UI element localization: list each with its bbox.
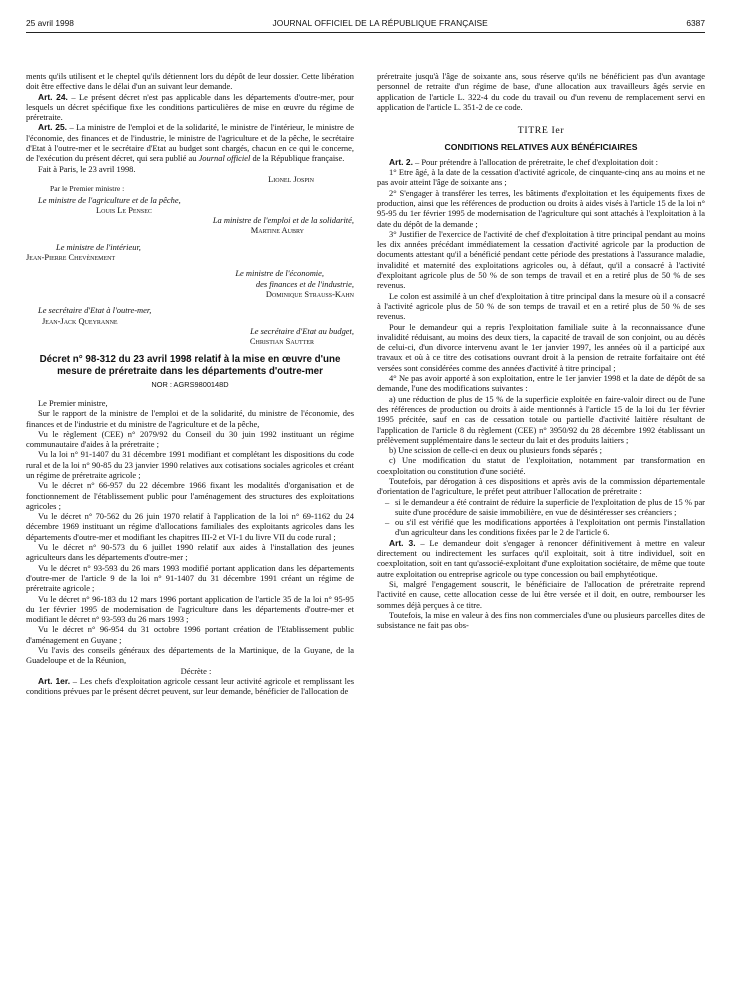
paragraph: préretraite jusqu'à l'âge de soixante ans, sous réserve qu'ils ne bénéficient pas d'un avantage personnel de retraite d'un régime de base, d'une allocation aux travailleurs âgés servie en application de l'article L. 322-4 du code du travail ou d'un revenu de remplacement servi en application de l'article L. 351-2 de ce code. <box>377 71 705 112</box>
header-page-number: 6387 <box>686 18 705 28</box>
condition-1: 1° Etre âgé, à la date de la cessation d'activité agricole, de cinquante-cinq ans au moins et ne pas avoir atteint l'âge de soixante ans ; <box>377 167 705 188</box>
title-ministre-economie-2: des finances et de l'industrie, <box>255 278 354 289</box>
title-ministre-economie-1: Le ministre de l'économie, <box>235 268 324 279</box>
visa: Vu le décret n° 66-957 du 22 décembre 1966 fixant les modalités d'organisation et de fonctionnement de l'établissement public pour l'aménagement des structures des exploitations agricoles ; <box>26 480 354 511</box>
condition-3: 3° Justifier de l'exercice de l'activité de chef d'exploitation à titre principal pendant au moins les dix années précédant immédiatement la cessation d'activité agricole par la production de documents attestant qu'il a bénéficié pendant cette période des prestations à l'assurance maladie, invalidité et maternité des exploitations agricoles ou, à défaut, qu'il a consacré à l'activité d'exploitant agricole plus de 50 % de son temps de travail et en a retiré plus de 50 % de ses revenus. <box>377 228 705 291</box>
visa: Vu le décret n° 90-573 du 6 juillet 1990 relatif aux aides à l'installation des jeunes agriculteurs dans les départements d'outre-mer ; <box>26 542 354 563</box>
article-1 <box>26 676 354 697</box>
article-24 <box>26 92 354 123</box>
article-text: – Le présent décret n'est pas applicable dans les départements d'outre-mer, pour lesquels un décret spécifique fixe les conditions particulières de mise en œuvre du régime de préretraite. <box>26 91 354 123</box>
header-date: 25 avril 1998 <box>26 18 74 28</box>
page-header <box>26 18 705 28</box>
visa: Vu le décret n° 96-183 du 12 mars 1996 portant application de l'article 35 de la loi n° 95-95 du 1er février 1995 de modernisation de l'agriculture dans les départements d'outre-mer et modifiant le décret n° 93-593 du 26 mars 1993 ; <box>26 593 354 625</box>
paragraph: Toutefois, la mise en valeur à des fins non commerciales d'une ou plusieurs parcelles dites de subsistance ne fait pas obs- <box>377 609 705 631</box>
article-text: – La ministre de l'emploi et de la solidarité, le ministre de l'intérieur, le ministre de l'économie, des finances et de l'industrie, le ministre de l'agriculture et de la pêche, le secrétaire d'Etat à l'outre-mer et le secrétaire d'Etat au budget sont chargés, chacun en ce qui le concerne, de l'exécution du présent décret, qui sera publié au <box>26 122 354 164</box>
name-ministre-agriculture: Louis Le Pensec <box>96 204 152 215</box>
title-secretaire-budget: Le secrétaire d'Etat au budget, <box>250 325 354 336</box>
left-column <box>26 71 354 697</box>
condition-b: b) Une scission de celle-ci en deux ou plusieurs fonds séparés ; <box>389 445 602 456</box>
visa: Vu l'avis des conseils généraux des départements de la Martinique, de la Guyane, de la Guadeloupe et de la Réunion, <box>26 645 354 666</box>
paragraph: Si, malgré l'engagement souscrit, le bénéficiaire de l'allocation de préretraite reprend l'activité en cause, cette allocation cesse de lui être versée et il doit, en outre, rembourser les sommes déjà perçues à ce titre. <box>377 578 705 610</box>
visa: Sur le rapport de la ministre de l'emploi et de la solidarité, du ministre de l'économie, des finances et de l'industrie et du ministre de l'agriculture et de la pêche, <box>26 408 354 429</box>
fait-a-paris: Fait à Paris, le 23 avril 1998. <box>38 163 136 174</box>
right-column <box>377 71 705 697</box>
decret-title: Décret n° 98-312 du 23 avril 1998 relatif à la mise en œuvre d'une mesure de préretraite dans les départements d'outre-mer <box>39 354 341 378</box>
title-ministre-emploi: La ministre de l'emploi et de la solidarité, <box>212 215 354 226</box>
article-label: Art. 25. <box>38 122 67 133</box>
condition-a: a) une réduction de plus de 15 % de la superficie exploitée en faire-valoir direct ou de l'une des références de production ou droits à aide mentionnés à l'article 15 de la loi du 1er février 1995 précitée, sauf en cas de cessation totale ou partielle d'activité laitière résultant de l'application de l'article 8 du règlement (CEE) n° 3950/92 du 28 décembre 1992 établissant un prélèvement supplémentaire dans le secteur du lait et des produits laitiers ; <box>377 393 705 445</box>
visa: Vu la loi n° 91-1407 du 31 décembre 1991 modifiant et complétant les dispositions du code rural et de la loi n° 90-85 du 23 janvier 1990 relatives aux cotisations sociales agricoles et créant un régime de préretraite agricole ; <box>26 449 354 480</box>
visa: Vu le décret n° 96-954 du 31 octobre 1996 portant création de l'Etablissement public d'aménagement en Guyane ; <box>26 624 354 645</box>
list-item: – ou s'il est vérifié que les modifications apportées à l'exploitation ont permis l'installation d'un agriculteur dans les conditions fixées par le 2 de l'article 6. <box>377 517 705 538</box>
header-journal-title: JOURNAL OFFICIEL DE LA RÉPUBLIQUE FRANÇAISE <box>272 18 488 28</box>
article-2 <box>377 157 705 167</box>
visa: Vu le décret n° 70-562 du 26 juin 1970 relatif à l'application de la loi n° 69-1162 du 24 décembre 1969 instituant un régime d'allocations familiales des exploitants agricoles dans les départements d'outre-mer et modifiant les chapitres III-2 et VI-1 du livre VII du code rural ; <box>26 511 354 542</box>
list-item: – si le demandeur a été contraint de réduire la superficie de l'exploitation de plus de 15 % par suite d'une procédure de saisie immobilière, en vue de désintéresser ses créanciers ; <box>377 497 705 518</box>
article-text: – Pour prétendre à l'allocation de préretraite, le chef d'exploitation doit : <box>412 156 658 167</box>
article-label: Art. 2. <box>389 156 413 167</box>
titre-heading: TITRE Ier <box>517 125 565 137</box>
article-label: Art. 1er. <box>38 675 71 686</box>
title-ministre-agriculture: Le ministre de l'agriculture et de la pêche, <box>38 194 181 205</box>
title-secretaire-outre-mer: Le secrétaire d'Etat à l'outre-mer, <box>38 305 152 316</box>
nor-reference: NOR : AGRS9800148D <box>151 379 229 389</box>
article-label: Art. 3. <box>389 537 416 548</box>
article-text: – Le demandeur doit s'engager à renoncer définitivement à mettre en valeur directement ou indirectement les surfaces qu'il exploitait, soit à titre individuel, soit en coexploitation, soit en tant qu'associé-exploitant d'une exploitation sociétaire, de même que toute autre exploitation ou entreprise agricole ou type concession ou bail emphytéotique. <box>377 537 705 579</box>
condition-c: c) Une modification du statut de l'exploitation, notamment par transformation en coexploitation ou constitution d'une société. <box>377 455 705 476</box>
premier-ministre: Le Premier ministre, <box>38 397 108 408</box>
visa: Vu le décret n° 93-593 du 26 mars 1993 modifié portant application dans les départements d'outre-mer de l'article 9 de la loi n° 91-1407 du 31 décembre 1991 créant un régime de préretraite agricole ; <box>26 562 354 594</box>
paragraph: Toutefois, par dérogation à ces dispositions et après avis de la commission départementale d'orientation de l'agriculture, le préfet peut attribuer l'allocation de préretraite : <box>377 475 705 497</box>
article-text: – Les chefs d'exploitation agricole cessant leur activité agricole et remplissant les conditions prévues par le présent décret peuvent, sur leur demande, bénéficier de l'allocation de <box>26 675 355 697</box>
titre-subheading: CONDITIONS RELATIVES AUX BÉNÉFICIAIRES <box>444 142 638 153</box>
name-secretaire-budget: Christian Sautter <box>249 336 314 347</box>
header-rule <box>26 32 705 33</box>
article-25 <box>26 122 354 163</box>
article-label: Art. 24. <box>38 91 68 102</box>
name-ministre-interieur: Jean-Pierre Chevènement <box>26 252 116 263</box>
paragraph: ments qu'ils utilisent et le cheptel qu'ils détiennent lors du dépôt de leur dossier. Cette libération doit être effective dans le délai d'un an suivant leur demande. <box>26 71 354 92</box>
name-ministre-economie: Dominique Strauss-Kahn <box>265 288 354 299</box>
signature-pm: Lionel Jospin <box>268 173 314 184</box>
two-column-body <box>26 71 705 697</box>
decrete: Décrète : <box>180 665 212 676</box>
par-premier-ministre: Par le Premier ministre : <box>50 184 125 194</box>
article-3 <box>377 538 705 579</box>
visa: Vu le règlement (CEE) n° 2079/92 du Conseil du 30 juin 1992 instituant un régime communautaire d'aides à la préretraite ; <box>26 428 354 450</box>
paragraph: Le colon est assimilé à un chef d'exploitation à titre principal dans la mesure où il a consacré à l'activité agricole plus de 50 % de son temps de travail et en a retiré plus de 50 % de ses revenus. <box>377 290 705 322</box>
condition-2: 2° S'engager à transférer les terres, les bâtiments d'exploitation et les équipements fixes de production, ainsi que les références de production ou droits à aides visés à l'article 15 de la loi n° 95-95 du 1er février 1995 de modernisation de l'agriculture qui sont attachés à l'exploitation à la date du dépôt de la demande ; <box>377 187 705 229</box>
paragraph: Pour le demandeur qui a repris l'exploitation familiale suite à la reconnaissance d'une invalidité réduisant, au moins des deux tiers, la capacité de travail de son conjoint, ou au décès de celui-ci, d'un divorce intervenu avant le 1er janvier 1997, les années où il a participé aux travaux et où à ce titre des cotisations ouvrant droit à la pension de retraite forfaitaire ont été versées sont considérées comme des années d'activité à titre principal ; <box>377 321 705 373</box>
journal-officiel-ref: Journal officiel <box>198 153 251 164</box>
condition-4: 4° Ne pas avoir apporté à son exploitation, entre le 1er janvier 1998 et la date de dépôt de sa demande, l'une des modifications suivantes : <box>377 373 705 394</box>
name-ministre-emploi: Martine Aubry <box>250 225 304 236</box>
article-text-end: de la République française. <box>250 153 345 164</box>
title-ministre-interieur: Le ministre de l'intérieur, <box>56 241 141 252</box>
name-secretaire-outre-mer: Jean-Jack Queyranne <box>42 315 118 326</box>
